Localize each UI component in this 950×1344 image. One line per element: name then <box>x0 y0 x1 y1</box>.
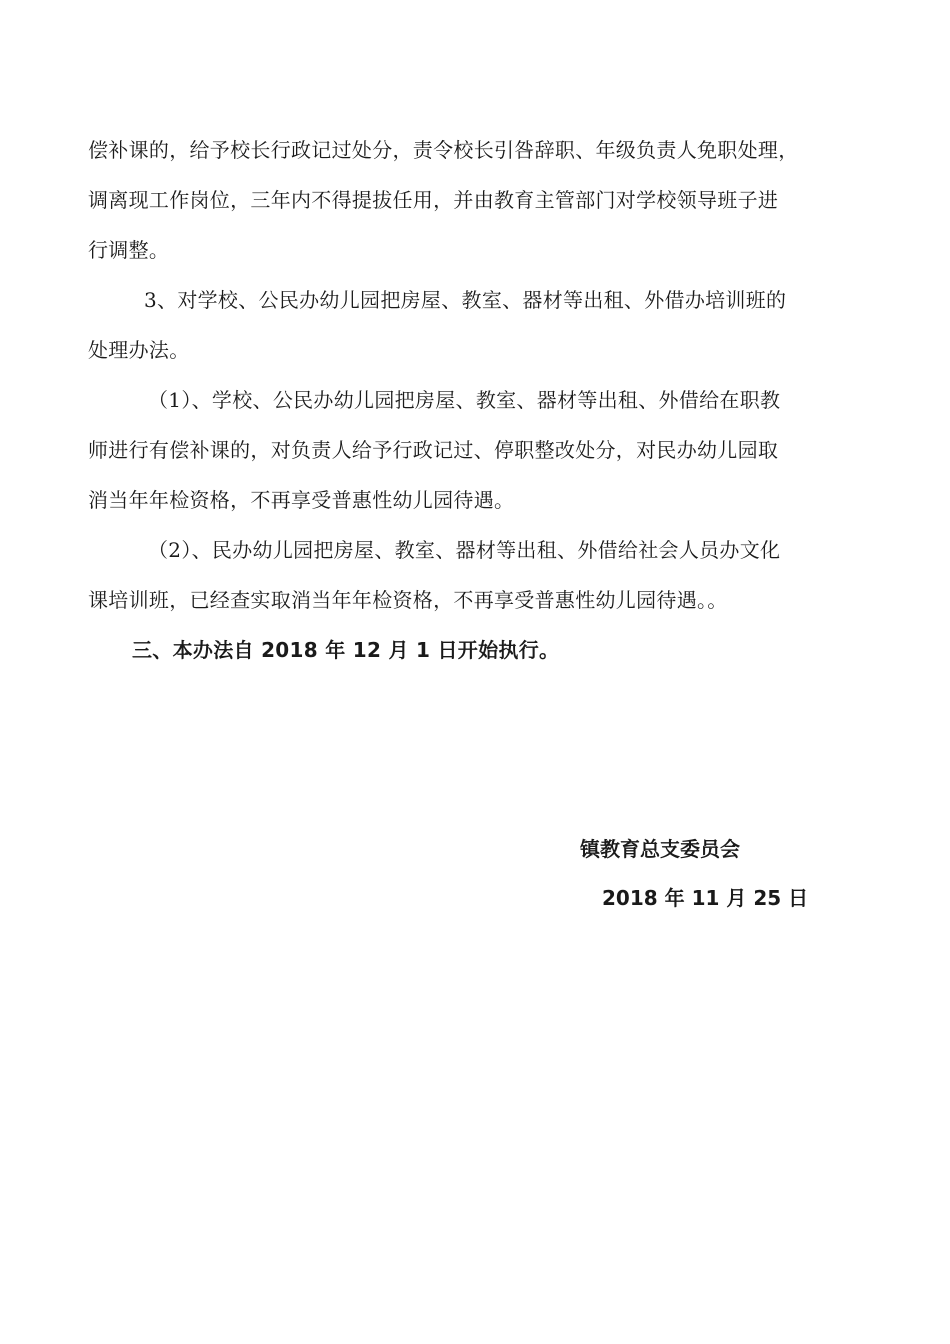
item-1-line: 师进行有偿补课的，对负责人给予行政记过、停职整改处分，对民办幼儿园取 <box>88 438 779 462</box>
article-three: 三、本办法自 2018 年 12 月 1 日开始执行。 <box>132 638 560 662</box>
item-2-line: 课培训班，已经查实取消当年年检资格，不再享受普惠性幼儿园待遇。。 <box>88 588 728 612</box>
item-1-line: （1）、学校、公民办幼儿园把房屋、教室、器材等出租、外借给在职教 <box>148 388 781 412</box>
signing-date: 2018 年 11 月 25 日 <box>602 886 809 910</box>
section-3-heading-line: 3、对学校、公民办幼儿园把房屋、教室、器材等出租、外借办培训班的 <box>144 288 787 312</box>
paragraph-line: 调离现工作岗位，三年内不得提拔任用，并由教育主管部门对学校领导班子进 <box>88 188 779 212</box>
section-3-heading-line: 处理办法。 <box>88 338 190 362</box>
item-1-line: 消当年年检资格，不再享受普惠性幼儿园待遇。 <box>88 488 515 512</box>
item-2-line: （2）、民办幼儿园把房屋、教室、器材等出租、外借给社会人员办文化 <box>148 538 781 562</box>
signing-organization: 镇教育总支委员会 <box>580 837 740 861</box>
paragraph-line: 行调整。 <box>88 238 170 262</box>
paragraph-line: 偿补课的，给予校长行政记过处分，责令校长引咎辞职、年级负责人免职处理， <box>88 138 799 162</box>
